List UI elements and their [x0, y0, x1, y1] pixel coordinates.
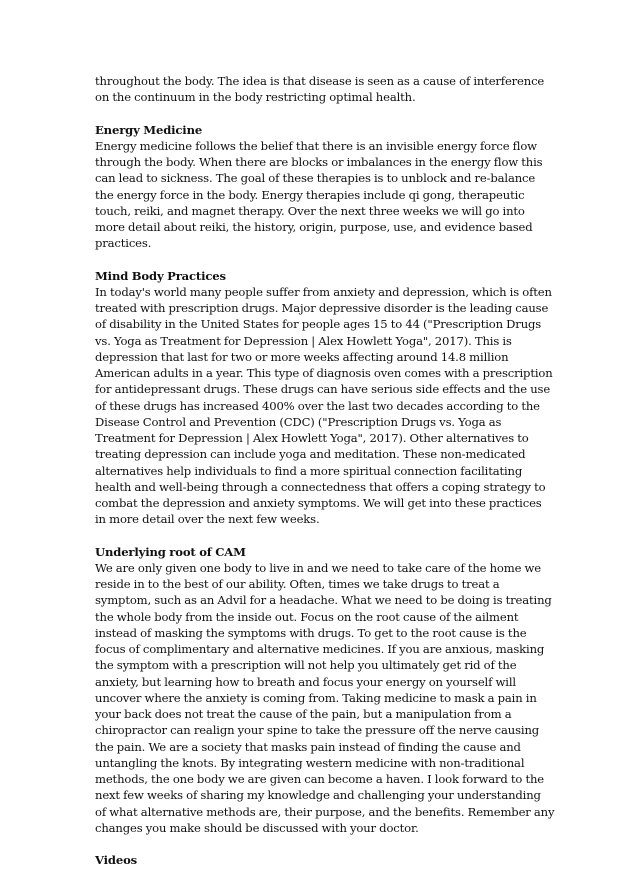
section-underlying-root-of-cam [95, 544, 555, 837]
section-mind-body-practices [95, 268, 555, 528]
section-body: In today's world many people suffer from anxiety and depression, which is often treated with prescription drugs. Major depressive disorder is the leading cause of disability in the United States for people ages 15 to 44 ("Prescription Drugs vs. Yoga as Treatment for Depression | Alex Howlett Yoga", 2017). This is depression that last for two or more weeks affecting around 14.8 million American adults in a year. This type of diagnosis oven comes with a prescription for antidepressant drugs. These drugs can have serious side effects and the use of these drugs has increased 400% over the last two decades according to the Disease Control and Prevention (CDC) ("Prescription Drugs vs. Yoga as Treatment for Depression | Alex Howlett Yoga", 2017). Other alternatives to treating depression can include yoga and meditation. These non-medicated alternatives help individuals to find a more spiritual connection facilitating health and well-being through a connectedness that offers a coping strategy to combat the depression and anxiety symptoms. We will get into these practices in more detail over the next few weeks. [95, 284, 553, 527]
section-heading: Videos [95, 853, 138, 867]
section-body: We are only given one body to live in and we need to take care of the home we reside in to the best of our ability. Often, times we take drugs to treat a symptom, such as an Advil for a headache. What we need to be doing is treating the whole body from the inside out. Focus on the root cause of the ailment instead of masking the symptoms with drugs. To get to the root cause is the focus of complimentary and alternative medicines. If you are anxious, masking the symptom with a prescription will not help you ultimately get rid of the anxiety, but learning how to breath and focus your energy on yourself will uncover where the anxiety is coming from. Taking medicine to mask a pain in your back does not treat the cause of the pain, but a manipulation from a chiropractor can realign your spine to take the pressure off the nerve causing the pain. We are a society that masks pain instead of finding the cause and untangling the knots. By integrating western medicine with non-traditional methods, the one body we are given can become a haven. I look forward to the next few weeks of sharing my knowledge and challenging your understanding of what alternative methods are, their purpose, and the benefits. Remember any changes you make should be discussed with your doctor. [95, 560, 555, 835]
section-heading: Energy Medicine [95, 122, 203, 137]
section-body: Energy medicine follows the belief that there is an invisible energy force flow through the body. When there are blocks or imbalances in the energy flow this can lead to sickness. The goal of these therapies is to unblock and re-balance the energy force in the body. Energy therapies include qi gong, therapeutic touch, reiki, and magnet therapy. Over the next three weeks we will go into more detail about reiki, the history, origin, purpose, use, and evidence based practices. [95, 138, 543, 251]
section-heading: Mind Body Practices [95, 268, 226, 283]
intro-paragraph: throughout the body. The idea is that disease is seen as a cause of interference on the continuum in the body restricting optimal health. [95, 74, 545, 105]
section-heading: Underlying root of CAM [95, 544, 246, 559]
section-energy-medicine [95, 122, 555, 252]
section-videos [95, 852, 555, 868]
document-page [95, 73, 555, 884]
